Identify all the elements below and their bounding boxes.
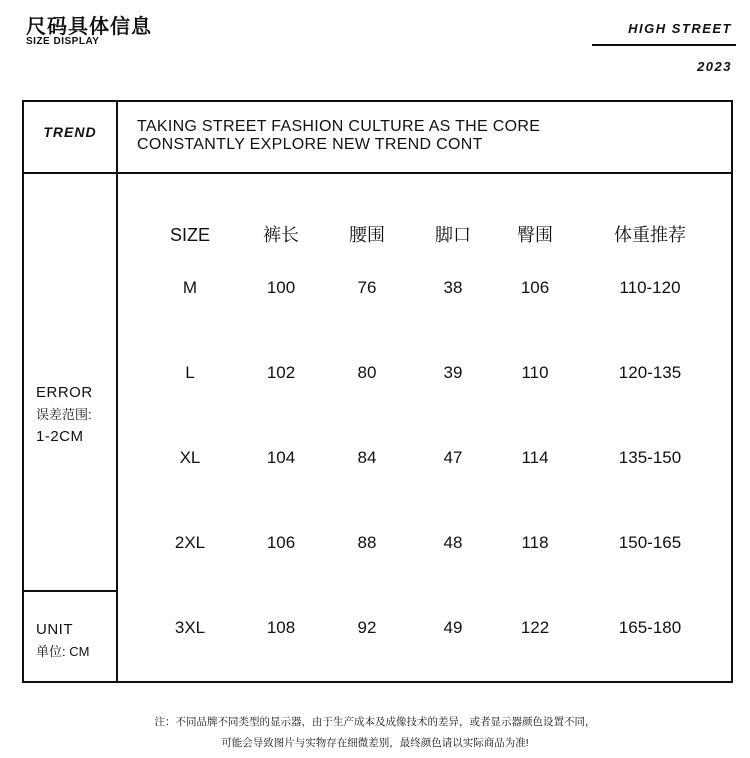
- column-header-length: 裤长: [263, 225, 299, 245]
- unit-divider: [24, 590, 116, 592]
- table-cell-length: 100: [266, 278, 296, 297]
- trend-label: TREND: [43, 124, 97, 140]
- error-value: 1-2CM: [36, 428, 84, 445]
- table-cell-length: 104: [266, 448, 296, 467]
- footnote-line-2: 可能会导致图片与实物存在细微差别，最终颜色请以实际商品为准!: [221, 737, 529, 749]
- table-cell-waist: 80: [357, 363, 377, 382]
- table-cell-hem: 39: [443, 363, 463, 382]
- table-cell-waist: 92: [357, 618, 377, 637]
- table-cell-waist: 76: [357, 278, 377, 297]
- table-cell-hem: 47: [443, 448, 463, 467]
- error-note: [36, 382, 93, 448]
- table-cell-weight: 165-180: [618, 618, 682, 637]
- table-cell-hem: 38: [443, 278, 463, 297]
- table-cell-hip: 122: [520, 618, 550, 637]
- unit-note: [36, 619, 89, 663]
- table-cell-hem: 48: [443, 533, 463, 552]
- column-divider: [116, 102, 118, 681]
- table-cell-hip: 110: [521, 363, 549, 382]
- table-cell-length: 108: [266, 618, 296, 637]
- tagline-line-2: CONSTANTLY EXPLORE NEW TREND CONT: [137, 136, 483, 153]
- table-cell-size: XL: [179, 448, 201, 467]
- footnote-line-1: 注：不同品牌不同类型的显示器，由于生产成本及成像技术的差异，或者显示器颜色设置不同，: [154, 716, 596, 728]
- brand-underline: [592, 44, 736, 46]
- table-cell-weight: 150-165: [618, 533, 682, 552]
- table-cell-size: 3XL: [174, 618, 206, 637]
- column-header-weight: 体重推荐: [614, 225, 686, 245]
- column-header-hip: 臀围: [517, 225, 553, 245]
- page-title-en: SIZE DISPLAY: [26, 36, 100, 47]
- table-cell-waist: 84: [357, 448, 377, 467]
- error-label-en: ERROR: [36, 384, 93, 401]
- brand-label: HIGH STREET: [628, 21, 732, 36]
- page-title-cn: 尺码具体信息: [26, 14, 152, 38]
- unit-label-en: UNIT: [36, 621, 73, 638]
- size-chart-frame: [22, 100, 733, 683]
- table-cell-hip: 114: [521, 448, 549, 467]
- table-cell-size: 2XL: [174, 533, 206, 552]
- column-header-hem: 脚口: [435, 225, 471, 245]
- table-cell-hip: 118: [521, 533, 549, 552]
- tagline-line-1: TAKING STREET FASHION CULTURE AS THE CORE: [137, 118, 541, 135]
- table-cell-hip: 106: [520, 278, 550, 297]
- table-cell-hem: 49: [443, 618, 463, 637]
- table-cell-waist: 88: [357, 533, 377, 552]
- unit-label-cn: 单位: CM: [36, 644, 90, 659]
- column-header-waist: 腰围: [349, 225, 385, 245]
- error-label-cn: 误差范围:: [36, 407, 92, 422]
- table-cell-size: L: [185, 363, 195, 382]
- tagline: [137, 118, 540, 154]
- header-divider: [24, 172, 731, 174]
- column-header-size: SIZE: [169, 225, 210, 245]
- table-cell-length: 102: [266, 363, 296, 382]
- year-label: 2023: [697, 59, 732, 74]
- table-cell-weight: 110-120: [619, 278, 681, 297]
- table-cell-weight: 135-150: [618, 448, 682, 467]
- table-cell-length: 106: [266, 533, 296, 552]
- table-cell-size: M: [182, 278, 198, 297]
- table-cell-weight: 120-135: [618, 363, 682, 382]
